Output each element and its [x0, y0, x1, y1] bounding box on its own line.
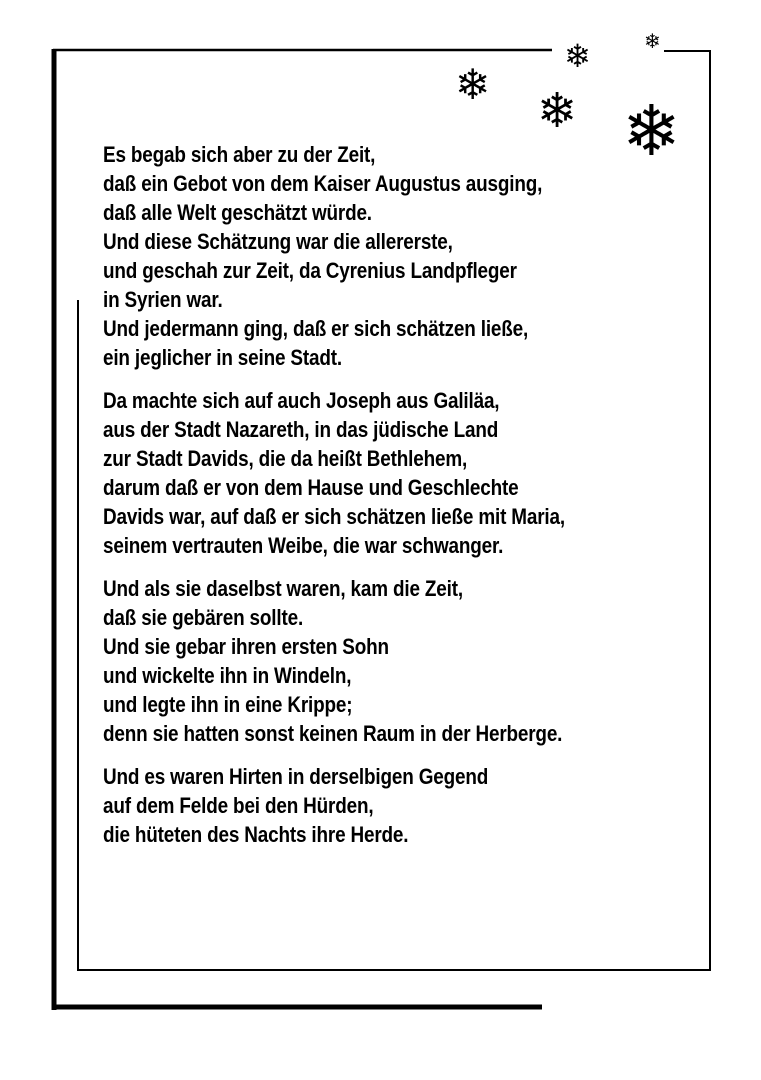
snowflake-icon: ❄	[455, 61, 491, 108]
poem-line: die hüteten des Nachts ihre Herde.	[103, 822, 409, 847]
poem-line: auf dem Felde bei den Hürden,	[103, 793, 374, 818]
poem-line: zur Stadt Davids, die da heißt Bethlehem,	[103, 446, 468, 471]
poem-line: und legte ihn in eine Krippe;	[103, 692, 353, 717]
poem-line: denn sie hatten sonst keinen Raum in der Herberge.	[103, 721, 563, 746]
stanza-2	[103, 386, 723, 560]
snowflake-icon: ❄	[622, 92, 681, 170]
poem-line: Und als sie daselbst waren, kam die Zeit,	[103, 576, 463, 601]
poem-line: daß alle Welt geschätzt würde.	[103, 200, 372, 225]
poem-line: Da machte sich auf auch Joseph aus Galiläa,	[103, 388, 500, 413]
poem-line: darum daß er von dem Hause und Geschlechte	[103, 475, 519, 500]
poem-line: in Syrien war.	[103, 287, 223, 312]
poem-line: seinem vertrauten Weibe, die war schwanger.	[103, 533, 504, 558]
poem-line: und geschah zur Zeit, da Cyrenius Landpfleger	[103, 258, 517, 283]
poem-line: und wickelte ihn in Windeln,	[103, 663, 352, 688]
snowflake-icon: ❄	[644, 31, 661, 53]
poem-line: Und sie gebar ihren ersten Sohn	[103, 634, 389, 659]
stanza-4	[103, 762, 723, 849]
poem-line: Davids war, auf daß er sich schätzen ließe mit Maria,	[103, 504, 565, 529]
poem-line: Es begab sich aber zu der Zeit,	[103, 142, 376, 167]
stanza-1	[103, 140, 723, 372]
poem-line: aus der Stadt Nazareth, in das jüdische Land	[103, 417, 499, 442]
poem-line: daß sie gebären sollte.	[103, 605, 304, 630]
snowflake-icon: ❄	[537, 85, 578, 138]
stanza-3	[103, 574, 723, 748]
poem-line: Und diese Schätzung war die allererste,	[103, 229, 453, 254]
poem-line: Und es waren Hirten in derselbigen Gegend	[103, 764, 489, 789]
poem-line: ein jeglicher in seine Stadt.	[103, 345, 342, 370]
poem-text	[103, 140, 723, 863]
poem-line: Und jedermann ging, daß er sich schätzen ließe,	[103, 316, 529, 341]
snowflake-icon: ❄	[564, 38, 591, 74]
poem-line: daß ein Gebot von dem Kaiser Augustus ausging,	[103, 171, 543, 196]
